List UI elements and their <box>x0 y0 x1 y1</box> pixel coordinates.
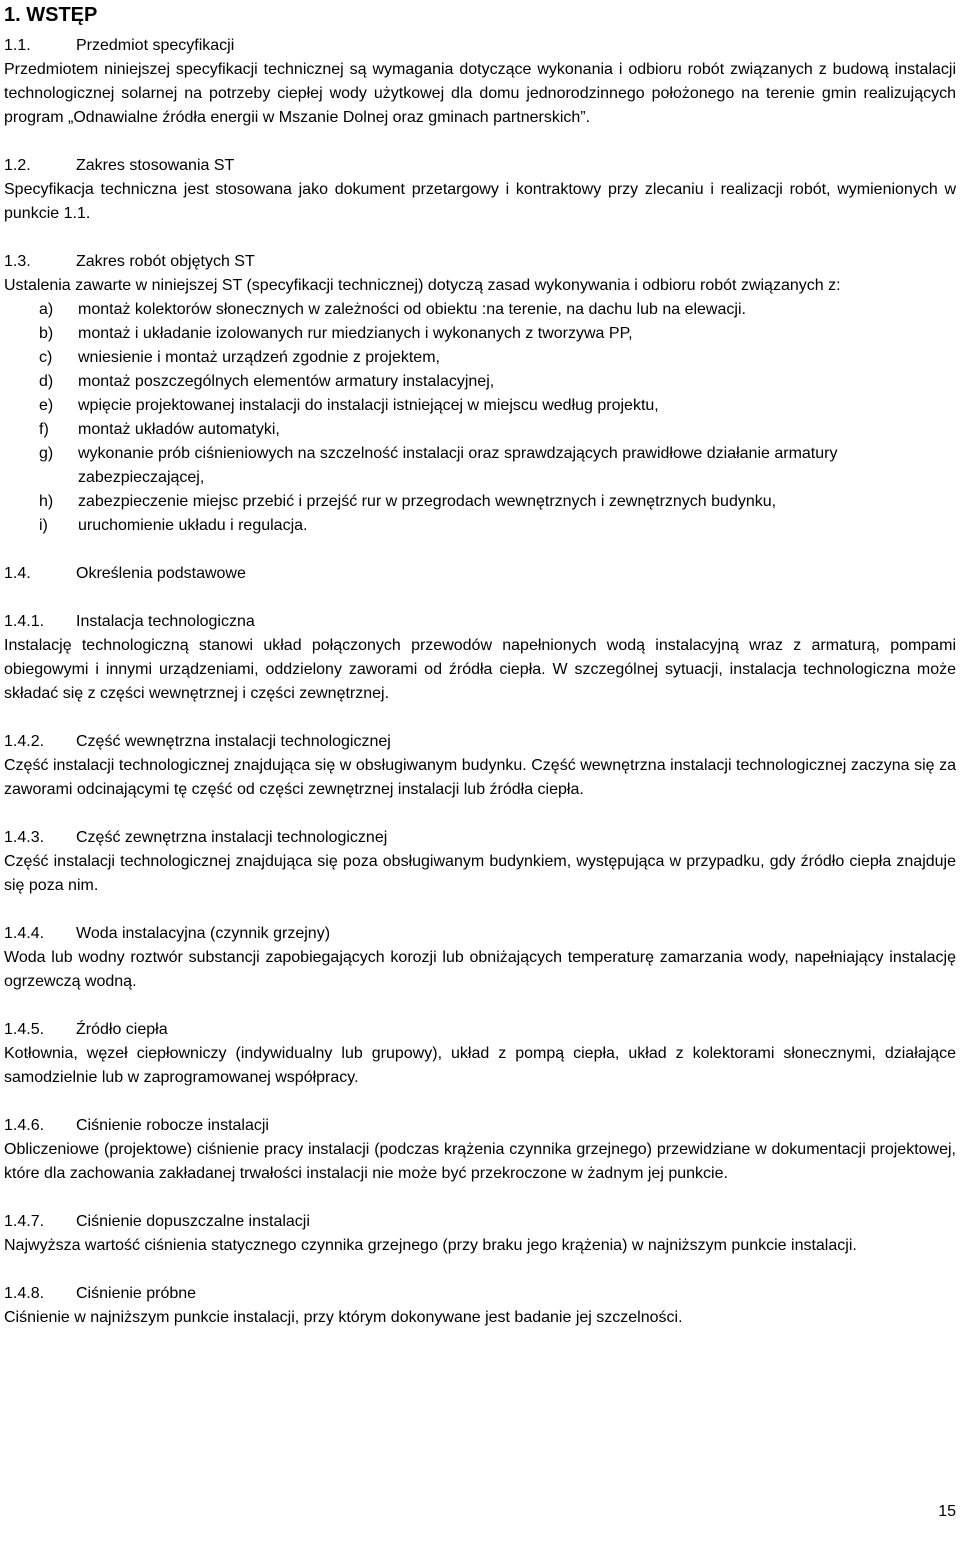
section-title-text: Zakres robót objętych ST <box>76 253 255 270</box>
definition-term: Woda instalacyjna (czynnik grzejny) <box>76 925 331 942</box>
definition-number: 1.4.3. <box>4 829 45 846</box>
definition-title <box>4 826 956 850</box>
definition-term: Źródło ciepła <box>76 1021 168 1038</box>
list-text: montaż kolektorów słonecznych w zależności od obiektu :na terenie, na dachu lub na elewacji. <box>78 301 746 318</box>
definition-body: Kotłownia, węzeł ciepłowniczy (indywidualny lub grupowy), układ z pompą ciepła, układ z kolektorami słonecznymi, działające samodzielnie lub w zaprogramowanej współpracy. <box>4 1045 956 1086</box>
list-letter: i) <box>39 517 48 534</box>
list-letter: a) <box>39 301 54 318</box>
definition-number: 1.4.4. <box>4 925 45 942</box>
definition-number: 1.4.7. <box>4 1213 45 1230</box>
section-number: 1.1. <box>4 37 31 54</box>
section-1-1-title <box>4 34 956 58</box>
chapter-heading: 1. WSTĘP <box>4 4 98 26</box>
list-text: montaż i układanie izolowanych rur miedzianych i wykonanych z tworzywa PP, <box>78 325 633 342</box>
section-1-2-body: Specyfikacja techniczna jest stosowana jako dokument przetargowy i kontraktowy przy zlecaniu i realizacji robót, wymienionych w punkcie 1.1. <box>4 181 956 222</box>
section-1-3-title <box>4 250 956 274</box>
definition-title <box>4 610 956 634</box>
definition-number: 1.4.8. <box>4 1285 45 1302</box>
definition-title <box>4 730 956 754</box>
document-page <box>4 0 956 1330</box>
definition-number: 1.4.1. <box>4 613 45 630</box>
list-letter: d) <box>39 373 54 390</box>
definition-number: 1.4.6. <box>4 1117 45 1134</box>
definition-number: 1.4.2. <box>4 733 45 750</box>
list-text: wykonanie prób ciśnieniowych na szczelność instalacji oraz sprawdzających prawidłowe działanie armatury zabezpieczającej, <box>78 445 838 486</box>
list-text: montaż układów automatyki, <box>78 421 280 438</box>
definition-body: Obliczeniowe (projektowe) ciśnienie pracy instalacji (podczas krążenia czynnika grzejnego) przewidziane w dokumentacji projektowej, które dla zachowania zakładanej trwałości instalacji nie może być przekroczone w żadnym jej punkcie. <box>4 1141 956 1182</box>
list-text: montaż poszczególnych elementów armatury instalacyjnej, <box>78 373 495 390</box>
definition-body: Instalację technologiczną stanowi układ połączonych przewodów napełnionych wodą instalacyjną wraz z armaturą, pompami obiegowymi i innymi urządzeniami, oddzielony zaworami od źródła ciepła. W szczególnej sytuacji, instalacja technologiczna może składać się z części wewnętrznej i części zewnętrznej. <box>4 637 956 702</box>
list-text: uruchomienie układu i regulacja. <box>78 517 308 534</box>
page-number: 15 <box>938 1503 956 1520</box>
section-title-text: Przedmiot specyfikacji <box>76 37 235 54</box>
definition-title <box>4 1018 956 1042</box>
definition-title <box>4 922 956 946</box>
definition-body: Część instalacji technologicznej znajdująca się poza obsługiwanym budynkiem, występująca w przypadku, gdy źródło ciepła znajduje się poza nim. <box>4 853 956 894</box>
list-text: wniesienie i montaż urządzeń zgodnie z projektem, <box>78 349 440 366</box>
definition-body: Najwyższa wartość ciśnienia statycznego czynnika grzejnego (przy braku jego krążenia) w najniższym punkcie instalacji. <box>4 1237 857 1254</box>
list-letter: b) <box>39 325 54 342</box>
definition-body: Część instalacji technologicznej znajdująca się w obsługiwanym budynku. Część wewnętrzna instalacji technologicznej zaczyna się za zaworami odcinającymi tę część od części zewnętrznej instalacji lub źródła ciepła. <box>4 757 956 798</box>
list-item <box>4 394 956 418</box>
list-item <box>4 514 956 538</box>
list-item <box>4 370 956 394</box>
definition-term: Ciśnienie próbne <box>76 1285 197 1302</box>
definition-term: Część wewnętrzna instalacji technologicznej <box>76 733 391 750</box>
list-item <box>4 442 956 490</box>
definition-number: 1.4.5. <box>4 1021 45 1038</box>
definition-title <box>4 1114 956 1138</box>
section-title-text: Określenia podstawowe <box>76 565 246 582</box>
list-item <box>4 346 956 370</box>
section-1-3-body: Ustalenia zawarte w niniejszej ST (specyfikacji technicznej) dotyczą zasad wykonywania i odbioru robót związanych z: <box>4 277 841 294</box>
list-letter: f) <box>39 421 49 438</box>
list-letter: e) <box>39 397 54 414</box>
section-1-2-title <box>4 154 956 178</box>
definition-term: Instalacja technologiczna <box>76 613 255 630</box>
definition-body: Ciśnienie w najniższym punkcie instalacji, przy którym dokonywane jest badanie jej szczelności. <box>4 1309 683 1326</box>
section-1-4-title <box>4 562 956 586</box>
definition-term: Ciśnienie robocze instalacji <box>76 1117 269 1134</box>
definition-body: Woda lub wodny roztwór substancji zapobiegających korozji lub obniżających temperaturę zamarzania wody, napełniający instalację ogrzewczą wodną. <box>4 949 956 990</box>
section-number: 1.4. <box>4 565 31 582</box>
list-item <box>4 418 956 442</box>
section-title-text: Zakres stosowania ST <box>76 157 235 174</box>
list-letter: g) <box>39 445 54 462</box>
scope-list <box>4 298 956 538</box>
list-item <box>4 490 956 514</box>
definition-term: Część zewnętrzna instalacji technologicznej <box>76 829 388 846</box>
list-item <box>4 322 956 346</box>
list-letter: c) <box>39 349 53 366</box>
section-number: 1.2. <box>4 157 31 174</box>
section-number: 1.3. <box>4 253 31 270</box>
definition-title <box>4 1282 956 1306</box>
list-letter: h) <box>39 493 54 510</box>
definition-title <box>4 1210 956 1234</box>
section-1-1-body: Przedmiotem niniejszej specyfikacji technicznej są wymagania dotyczące wykonania i odbioru robót związanych z budową instalacji technologicznej solarnej na potrzeby ciepłej wody użytkowej dla domu jednorodzinnego położonego na terenie gmin realizujących program „Odnawialne źródła energii w Mszanie Dolnej oraz gminach partnerskich”. <box>4 61 956 126</box>
list-text: wpięcie projektowanej instalacji do instalacji istniejącej w miejscu według projektu, <box>78 397 659 414</box>
list-item <box>4 298 956 322</box>
list-text: zabezpieczenie miejsc przebić i przejść rur w przegrodach wewnętrznych i zewnętrznych budynku, <box>78 493 777 510</box>
definition-term: Ciśnienie dopuszczalne instalacji <box>76 1213 310 1230</box>
